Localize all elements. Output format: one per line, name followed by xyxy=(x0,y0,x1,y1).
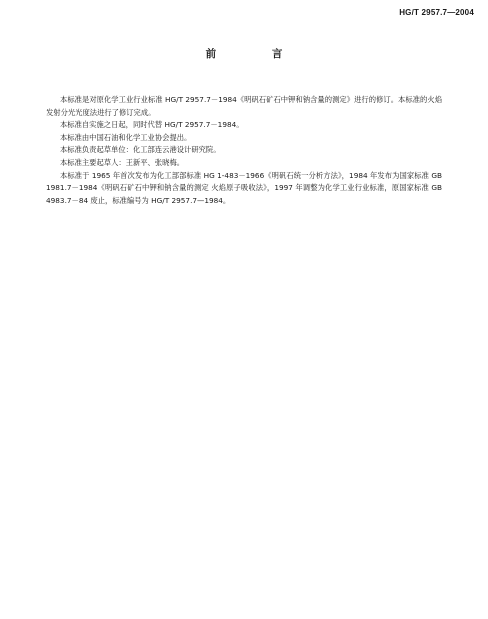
paragraph-replacement: 本标准自实施之日起，同时代替 HG/T 2957.7－1984。 xyxy=(60,120,244,130)
paragraph-history: 本标准于 1965 年首次发布为化工部部标准 HG 1-483－1966《明矾石统一分析方法》，1984 年发布为国家标准 GB 1981.7－1984《明矾石矿石中钾和钠含量的测定 火焰原子吸收法》，1997 年调整为化学工业行业标准，原国家标准 GB 4983.7－84 废止，标准编号为 HG/T 2957.7—1984。 xyxy=(46,170,442,205)
paragraph-revision: 本标准是对原化学工业行业标准 HG/T 2957.7－1984《明矾石矿石中钾和钠含量的测定》进行的修订。本标准的火焰发射分光光度法进行了修订完成。 xyxy=(46,95,442,117)
page-title: 前 言 xyxy=(205,48,309,60)
paragraph-proposer: 本标准由中国石油和化学工业协会提出。 xyxy=(60,132,192,142)
standard-number: HG/T 2957.7—2004 xyxy=(399,8,474,17)
paragraph-drafters: 本标准主要起草人：王新平、张晓梅。 xyxy=(60,157,185,167)
paragraph-drafting-unit: 本标准负责起草单位：化工部连云港设计研究院。 xyxy=(60,145,221,155)
foreword-body xyxy=(46,94,442,207)
